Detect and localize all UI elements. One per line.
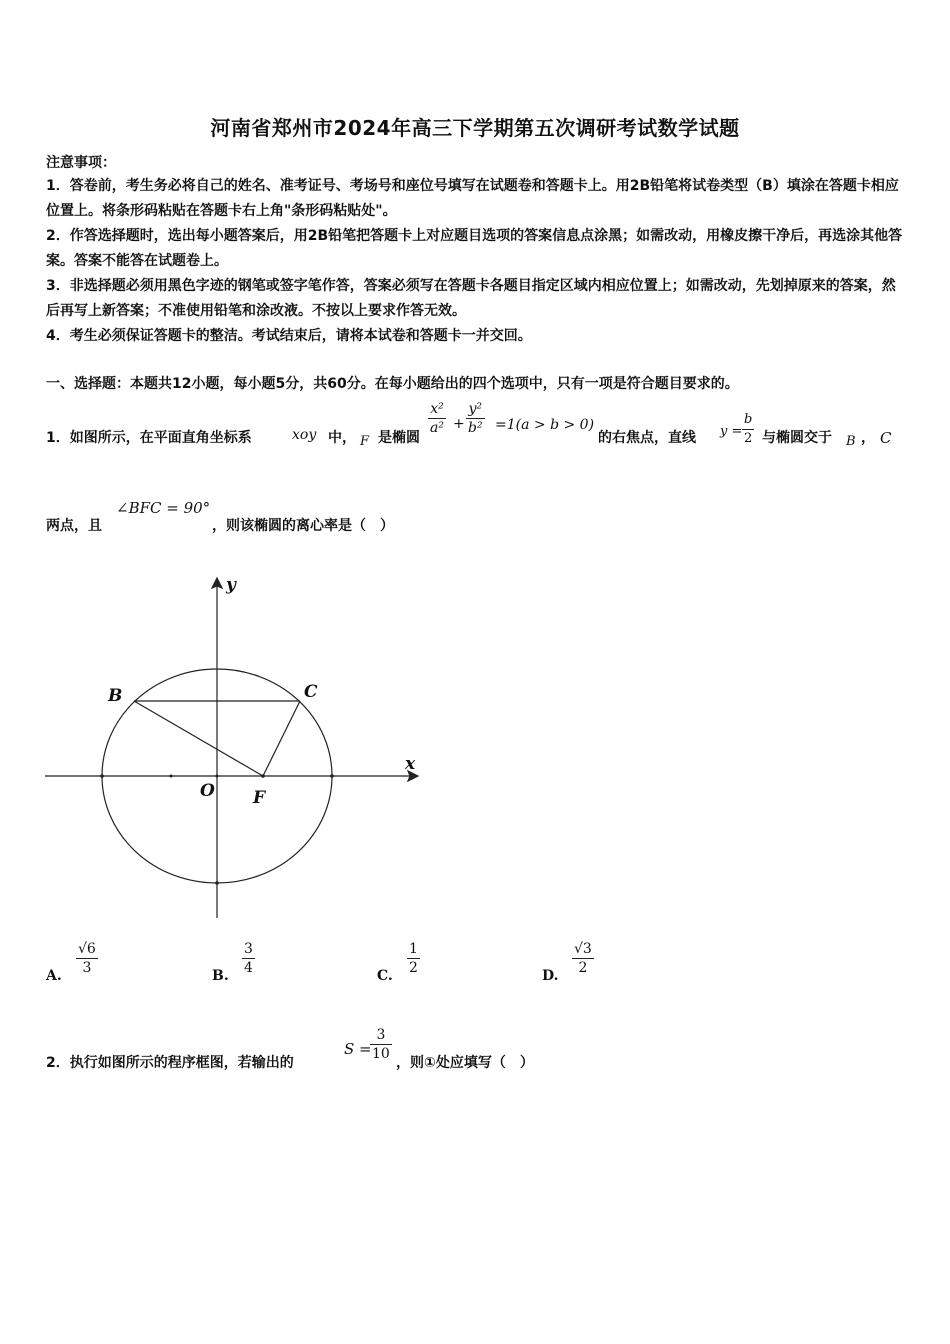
- denominator: 2: [409, 960, 418, 976]
- question-text: ，则该椭圆的离心率是（ ）: [212, 518, 394, 534]
- choice-fraction: [407, 940, 420, 977]
- denominator: 2: [744, 431, 753, 446]
- fraction-3-10: [370, 1026, 392, 1063]
- denominator: 10: [372, 1046, 390, 1062]
- label-x: x: [405, 754, 416, 774]
- numerator: b: [744, 412, 753, 427]
- notice-heading: 注意事项：: [46, 155, 116, 171]
- label-o: O: [200, 781, 215, 801]
- math-xoy: xoy: [292, 427, 317, 443]
- math-F: F: [360, 434, 370, 449]
- numerator: 1: [409, 941, 418, 957]
- numerator: √6: [78, 941, 96, 957]
- point-o: [216, 775, 219, 778]
- label-b: B: [108, 686, 123, 706]
- choice-fraction: [572, 940, 594, 977]
- denominator: a²: [430, 420, 444, 436]
- math-C: C: [880, 429, 892, 447]
- question-text: 1．如图所示，在平面直角坐标系: [46, 430, 252, 446]
- fraction-x2-a2: [428, 400, 446, 437]
- point-bottom-vertex: [215, 881, 219, 885]
- question-text: 两点，且: [46, 518, 102, 534]
- choice-label: C.: [377, 968, 393, 984]
- choice-label: A.: [46, 968, 62, 984]
- y-axis-arrow: [212, 578, 222, 588]
- choice-fraction: [76, 940, 98, 977]
- question-text: 与椭圆交于: [762, 430, 832, 446]
- section-heading: 一、选择题：本题共12小题，每小题5分，共60分。在每小题给出的四个选项中，只有一项是符合题目要求的。: [46, 376, 739, 392]
- point-right-vertex: [330, 774, 334, 778]
- math-angle-bfc: ∠BFC = 90°: [116, 499, 211, 517]
- denominator: 2: [578, 960, 588, 976]
- choice-fraction: [242, 940, 255, 977]
- line-bf: [134, 701, 263, 776]
- question-1-stem: [46, 398, 926, 458]
- line-equation-lhs: y =: [720, 424, 743, 439]
- ellipse-equation-rest: =1(a > b > 0): [495, 417, 595, 433]
- denominator: 4: [244, 960, 253, 976]
- question-2-stem: [46, 1022, 746, 1082]
- numerator: x²: [430, 401, 444, 417]
- question-text: 的右焦点，直线: [598, 430, 696, 446]
- page-title: 河南省郑州市2024年高三下学期第五次调研考试数学试题: [210, 116, 740, 140]
- label-c: C: [304, 682, 318, 702]
- label-y: y: [226, 575, 236, 595]
- choice-label: D.: [542, 968, 559, 984]
- question-text: ，则①处应填写（ ）: [396, 1055, 534, 1071]
- numerator: 3: [244, 941, 253, 957]
- question-text: 是椭圆: [378, 430, 420, 446]
- math-s-equals: S =: [344, 1040, 372, 1058]
- numerator: √3: [574, 941, 592, 957]
- question-1-stem-cont: [46, 495, 646, 535]
- label-f: F: [253, 788, 266, 808]
- question-text: ，: [861, 430, 875, 446]
- question-text: 中，: [328, 430, 356, 446]
- question-text: 2．执行如图所示的程序框图，若输出的: [46, 1055, 294, 1071]
- point-f: [261, 774, 265, 778]
- line-cf: [263, 701, 300, 776]
- notice-item: 2．作答选择题时，选出每小题答案后，用2B铅笔把答题卡上对应题目选项的答案信息点涂黑；如需改动，用橡皮擦干净后，再选涂其他答案。答案不能答在试题卷上。: [46, 228, 903, 269]
- choice-label: B.: [212, 968, 229, 984]
- notice-item: 1．答卷前，考生务必将自己的姓名、准考证号、考场号和座位号填写在试题卷和答题卡上。用2B铅笔将试卷类型（B）填涂在答题卡相应位置上。将条形码粘贴在答题卡右上角"条形码粘贴处"。: [46, 178, 899, 219]
- notice-item: 4．考生必须保证答题卡的整洁。考试结束后，请将本试卷和答题卡一并交回。: [46, 328, 532, 344]
- point-left-vertex: [100, 774, 104, 778]
- point-left-focus: [170, 775, 173, 778]
- numerator: 3: [376, 1027, 386, 1043]
- numerator: y²: [468, 401, 483, 417]
- denominator: b²: [468, 420, 483, 436]
- fraction-b-2: [742, 411, 754, 448]
- notice-item: 3．非选择题必须用黑色字迹的钢笔或签字笔作答，答案必须写在答题卡各题目指定区域内相应位置上；如需改动，先划掉原来的答案，然后再写上新答案；不准使用铅笔和涂改液。不按以上要求作答无效。: [46, 278, 896, 319]
- ellipse-figure: [40, 570, 440, 930]
- fraction-y2-b2: [466, 400, 485, 437]
- math-B: B: [846, 434, 856, 449]
- denominator: 3: [82, 960, 92, 976]
- plus-sign: +: [453, 416, 465, 432]
